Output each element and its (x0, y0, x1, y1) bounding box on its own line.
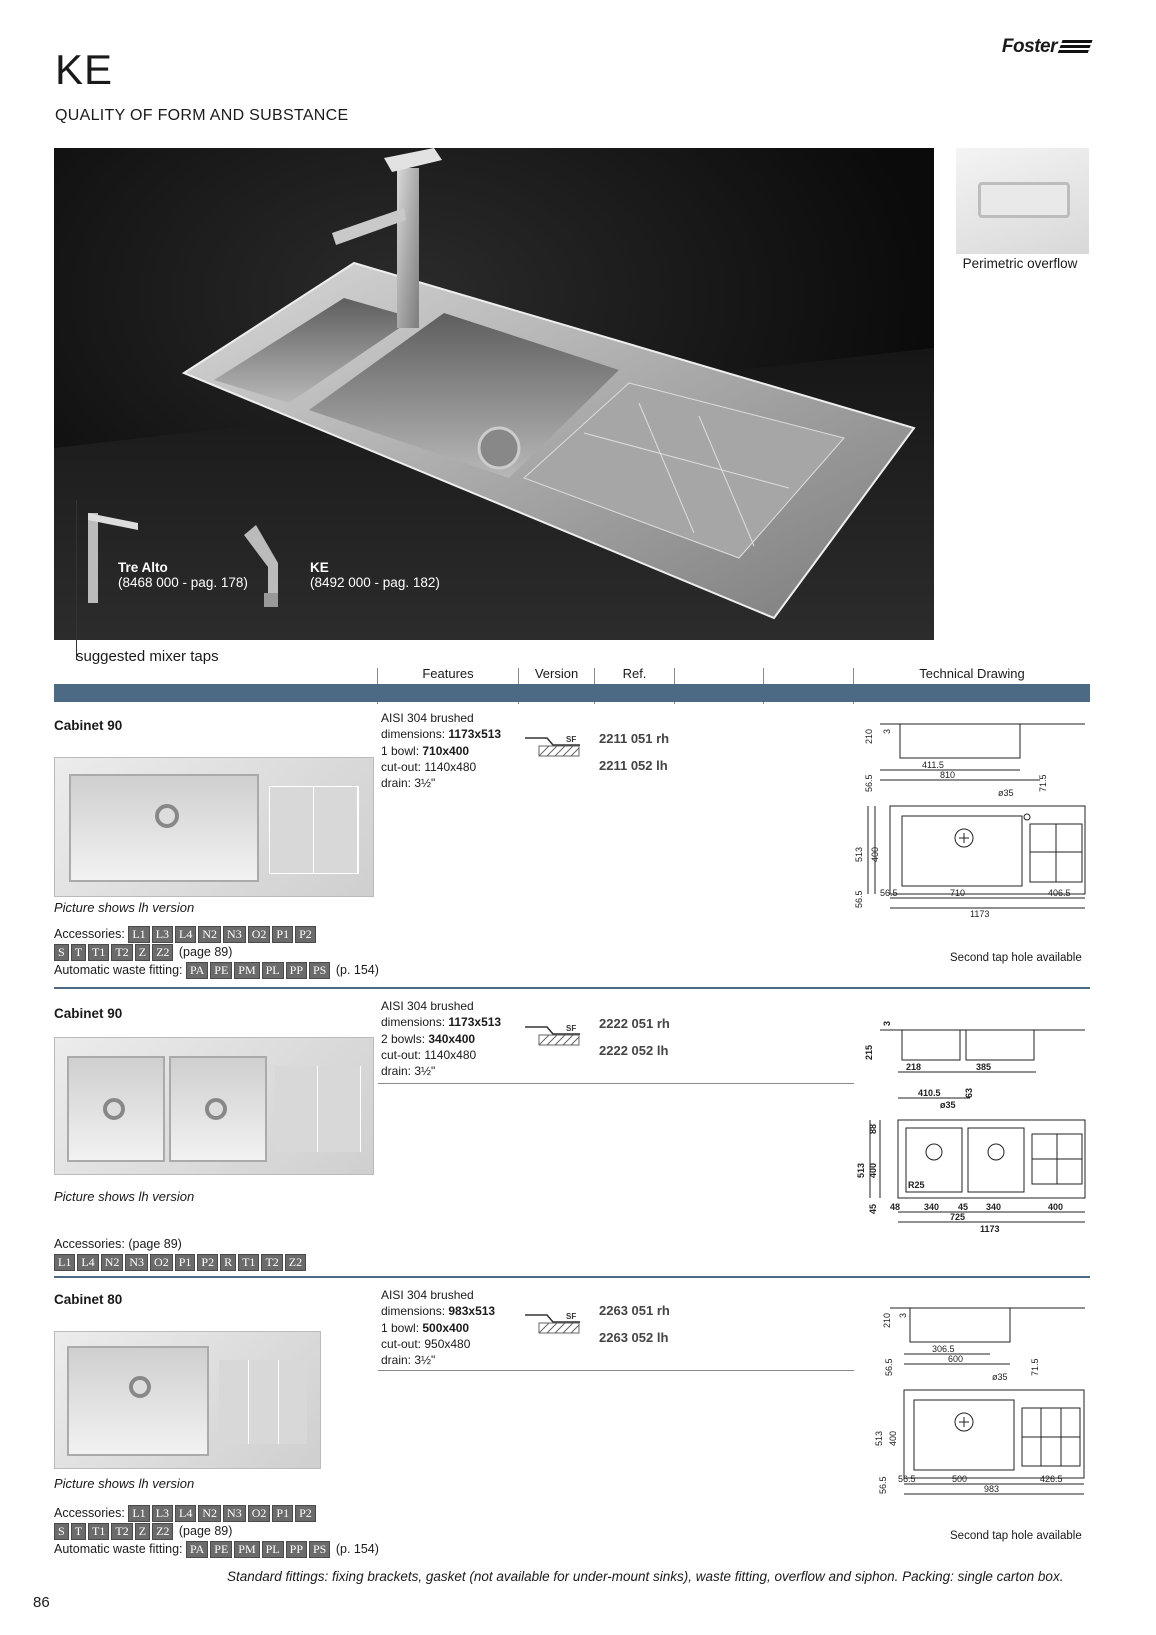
hero-sink-photo (54, 148, 934, 640)
photo-caption: Picture shows lh version (54, 900, 195, 915)
accessory-chip: PS (309, 1541, 330, 1558)
accessory-chip: Z2 (152, 944, 173, 961)
dim: 411.5 (922, 760, 944, 770)
value: 500x400 (422, 1320, 470, 1335)
accessory-chip: Z (135, 944, 150, 961)
feature-material: AISI 304 brushed (381, 711, 474, 725)
dim: 340 (986, 1202, 1002, 1212)
header-technical-drawing: Technical Drawing (919, 666, 1025, 681)
label: 1 bowl: (381, 743, 423, 758)
product-cabinet: Cabinet 80 (54, 1292, 123, 1307)
dim: 400 (868, 1162, 878, 1178)
page-subtitle: QUALITY OF FORM AND SUBSTANCE (55, 107, 349, 124)
flush-mount-icon (525, 1308, 581, 1336)
value: 1173x513 (448, 1015, 502, 1030)
dim: 340 (924, 1202, 940, 1212)
feature-drain: drain: 3½" (381, 1064, 436, 1079)
product-features (381, 1287, 495, 1368)
dim: 513 (854, 846, 864, 862)
accessory-chip: L1 (128, 1505, 149, 1522)
dim: 56.5 (880, 888, 898, 898)
accessory-chip: O2 (248, 1505, 271, 1522)
version-badge: SF (566, 1312, 577, 1321)
accessory-chip: P1 (272, 926, 293, 943)
dim: 710 (950, 888, 966, 898)
accessory-chip: T2 (111, 944, 132, 961)
dim: 56.5 (864, 774, 874, 792)
drain-icon (103, 1098, 125, 1120)
feature-cutout: cut-out: 1140x480 (381, 1047, 477, 1062)
dim: 385 (976, 1062, 992, 1072)
brand-logo (1002, 36, 1090, 58)
accessory-chip: T1 (88, 1523, 109, 1540)
dim: ø35 (998, 788, 1014, 798)
accessory-chip: PL (262, 1541, 284, 1558)
dim: R25 (908, 1180, 925, 1190)
accessory-chip: N2 (198, 1505, 221, 1522)
dim: 71.5 (1038, 774, 1048, 792)
ref-rh: 2263 051 rh (599, 1303, 670, 1318)
accessory-chips (128, 1506, 317, 1520)
feature-drain: drain: 3½" (381, 1353, 436, 1368)
accessory-chip: T (71, 1523, 86, 1540)
label: dimensions: (381, 727, 449, 742)
tap-name: Tre Alto (118, 560, 168, 575)
waste-page-ref: (p. 154) (332, 1542, 379, 1556)
accessory-chip: T (71, 944, 86, 961)
header-features: Features (422, 666, 474, 681)
tap-body (397, 168, 419, 328)
ref-lh: 2211 052 lh (599, 758, 668, 773)
dim: 406.5 (1048, 888, 1071, 898)
accessory-chip: PM (234, 962, 259, 979)
feature-dimensions (381, 1014, 501, 1030)
bowl-shape (69, 774, 259, 882)
accessory-chip: PP (286, 962, 307, 979)
feature-material: AISI 304 brushed (381, 1288, 474, 1302)
drain-icon (155, 804, 179, 828)
waste-label: Automatic waste fitting: (54, 1542, 187, 1556)
accessory-chip: L3 (152, 1505, 173, 1522)
accessory-chip: L1 (128, 926, 149, 943)
waste-chips (186, 963, 332, 977)
dim: ø35 (940, 1100, 956, 1110)
dim: 306.5 (932, 1344, 955, 1354)
feature-cutout: cut-out: 950x480 (381, 1336, 471, 1351)
waste-page-ref: (p. 154) (332, 963, 379, 977)
accessory-chip: N3 (125, 1254, 148, 1271)
table-header-bar (54, 684, 1090, 702)
accessory-chip: PE (210, 1541, 232, 1558)
accessory-chip: P2 (197, 1254, 218, 1271)
dim: 400 (870, 846, 880, 862)
overflow-caption: Perimetric overflow (962, 256, 1078, 271)
dim: 500 (952, 1474, 968, 1484)
tap-code: (8492 000 - pag. 182) (310, 575, 440, 590)
dim: 3 (882, 1020, 892, 1026)
dim: 45 (958, 1202, 969, 1212)
accessories-label: Accessories: (54, 927, 129, 941)
dim: 1173 (980, 1224, 1000, 1234)
accessory-chip: T2 (111, 1523, 132, 1540)
accessory-chip: T1 (88, 944, 109, 961)
drainer-grid (275, 1066, 361, 1152)
dim: 71.5 (1030, 1358, 1040, 1376)
product-photo (54, 757, 374, 897)
technical-drawing-2 (850, 1008, 1090, 1238)
dim: 210 (864, 728, 874, 744)
dim: 983 (984, 1484, 1000, 1494)
dim: ø35 (992, 1372, 1008, 1382)
value: 710x400 (422, 743, 470, 758)
accessory-chip: PP (286, 1541, 307, 1558)
page-number: 86 (33, 1594, 50, 1611)
dim: 88 (868, 1123, 878, 1134)
accessory-chip: PE (210, 962, 232, 979)
version-badge: SF (566, 1024, 577, 1033)
accessory-chip: L1 (54, 1254, 75, 1271)
dim: 1173 (970, 909, 990, 919)
row-separator (54, 987, 1090, 989)
product-features (381, 998, 501, 1079)
drain-icon (205, 1098, 227, 1120)
overflow-badge-icon (978, 182, 1070, 218)
ref-lh: 2222 052 lh (599, 1043, 669, 1058)
standard-fittings-note: Standard fittings: fixing brackets, gasket (not available for under-mount sinks), waste fitting, overflow and siphon. Packing: single carton box. (227, 1569, 1064, 1584)
accessory-chip: O2 (248, 926, 271, 943)
accessory-chips (54, 1524, 175, 1538)
product-photo (54, 1037, 374, 1175)
accessory-chip: P2 (295, 926, 316, 943)
page-title: KE (55, 46, 114, 93)
accessory-chips (54, 945, 175, 959)
feature-dimensions (381, 1303, 495, 1319)
accessory-chip: T2 (261, 1254, 282, 1271)
feature-bowls (381, 1031, 501, 1047)
ref-rh: 2222 051 rh (599, 1016, 670, 1031)
product-features (381, 710, 501, 791)
photo-caption: Picture shows lh version (54, 1476, 195, 1491)
technical-drawing-1 (850, 712, 1090, 922)
product-photo (54, 1331, 321, 1469)
feature-bowl (381, 1320, 495, 1336)
dim: 513 (874, 1430, 884, 1446)
dim: 426.5 (1040, 1474, 1063, 1484)
divider-line (378, 1370, 854, 1371)
accessory-chip: Z2 (285, 1254, 306, 1271)
feature-material: AISI 304 brushed (381, 999, 474, 1013)
tap-tre-alto (118, 560, 248, 590)
tap-code: (8468 000 - pag. 178) (118, 575, 248, 590)
dim: 410.5 (918, 1088, 941, 1098)
accessory-chip: N2 (101, 1254, 124, 1271)
accessory-chip: L4 (175, 1505, 196, 1522)
flush-mount-icon (525, 731, 581, 759)
accessory-chip: N2 (198, 926, 221, 943)
flush-mount-icon (525, 1020, 581, 1048)
accessories-block (54, 925, 434, 979)
divider-line (378, 1083, 854, 1084)
header-version: Version (534, 666, 579, 681)
dim: 725 (950, 1212, 966, 1222)
dim: 210 (882, 1312, 892, 1328)
accessories-page-ref: (page 89) (175, 1524, 233, 1538)
accessory-chip: L4 (77, 1254, 98, 1271)
ke-tap-icon (238, 523, 308, 613)
accessory-chip: PS (309, 962, 330, 979)
overflow-photo (956, 148, 1089, 254)
dim: 400 (1048, 1202, 1064, 1212)
accessory-chip: N3 (223, 926, 246, 943)
photo-caption: Picture shows lh version (54, 1189, 195, 1204)
dim: 3 (882, 728, 892, 734)
dim: 48 (890, 1202, 901, 1212)
ref-rh: 2211 051 rh (599, 731, 670, 746)
tre-alto-tap-icon (78, 508, 158, 608)
drain-icon (129, 1376, 151, 1398)
dim: 56.5 (854, 890, 864, 908)
header-ref: Ref. (622, 666, 647, 681)
value: 1173x513 (448, 727, 502, 742)
product-cabinet: Cabinet 90 (54, 1006, 123, 1021)
dim: 218 (906, 1062, 922, 1072)
accessory-chip: N3 (223, 1505, 246, 1522)
drainer-grid (269, 786, 359, 874)
dim: 63 (964, 1087, 974, 1098)
accessories-page-ref: (page 89) (175, 945, 233, 959)
accessory-chip: PL (262, 962, 284, 979)
accessory-chip: P1 (272, 1505, 293, 1522)
drainer-grid (219, 1360, 307, 1444)
product-cabinet: Cabinet 90 (54, 718, 123, 733)
accessory-chips (54, 1255, 308, 1269)
technical-drawing-3 (874, 1296, 1090, 1506)
value: 340x400 (428, 1031, 476, 1046)
ref-lh: 2263 052 lh (599, 1330, 669, 1345)
brand-bars-icon (1057, 40, 1092, 54)
label: dimensions: (381, 1304, 449, 1319)
accessory-chip: P2 (295, 1505, 316, 1522)
accessory-chip: Z2 (152, 1523, 173, 1540)
mixer-pointer-line (76, 500, 77, 660)
accessory-chip: Z (135, 1523, 150, 1540)
dim: 56.5 (884, 1358, 894, 1376)
feature-bowl (381, 743, 501, 759)
bowl-shape (67, 1346, 209, 1456)
accessories-block (54, 1235, 434, 1271)
accessory-chip: S (54, 1523, 69, 1540)
row-separator (54, 1276, 1090, 1278)
accessory-chip: O2 (150, 1254, 173, 1271)
dim: 600 (948, 1354, 964, 1364)
accessories-label: Accessories: (page 89) (54, 1237, 182, 1251)
tap-ke (310, 560, 440, 590)
dim: 215 (864, 1044, 874, 1060)
label: dimensions: (381, 1015, 449, 1030)
accessory-chip: L4 (175, 926, 196, 943)
accessories-label: Accessories: (54, 1506, 129, 1520)
dim: 3 (898, 1312, 908, 1318)
dim: 56.5 (898, 1474, 916, 1484)
second-tap-note: Second tap hole available (950, 952, 1082, 964)
drain-icon (479, 428, 519, 468)
accessory-chip: R (220, 1254, 236, 1271)
waste-chips (186, 1542, 332, 1556)
label: 2 bowls: (381, 1031, 429, 1046)
accessory-chip: P1 (175, 1254, 196, 1271)
version-badge: SF (566, 735, 577, 744)
second-tap-note: Second tap hole available (950, 1530, 1082, 1542)
tap-name: KE (310, 560, 329, 575)
feature-dimensions (381, 726, 501, 742)
accessory-chip: S (54, 944, 69, 961)
accessories-block (54, 1504, 434, 1558)
accessory-chip: T1 (238, 1254, 259, 1271)
value: 983x513 (448, 1304, 496, 1319)
feature-cutout: cut-out: 1140x480 (381, 759, 477, 774)
accessory-chip: PM (234, 1541, 259, 1558)
dim: 56.5 (878, 1476, 888, 1494)
accessory-chips (128, 927, 317, 941)
feature-drain: drain: 3½" (381, 776, 436, 791)
waste-label: Automatic waste fitting: (54, 963, 187, 977)
dim: 400 (888, 1430, 898, 1446)
label: 1 bowl: (381, 1320, 423, 1335)
dim: 45 (868, 1203, 878, 1214)
brand-name: Foster (1001, 36, 1057, 57)
mixer-note: suggested mixer taps (76, 648, 219, 665)
dim: 513 (856, 1162, 866, 1178)
accessory-chip: PA (186, 1541, 208, 1558)
accessory-chip: L3 (152, 926, 173, 943)
accessory-chip: PA (186, 962, 208, 979)
dim: 810 (940, 770, 956, 780)
